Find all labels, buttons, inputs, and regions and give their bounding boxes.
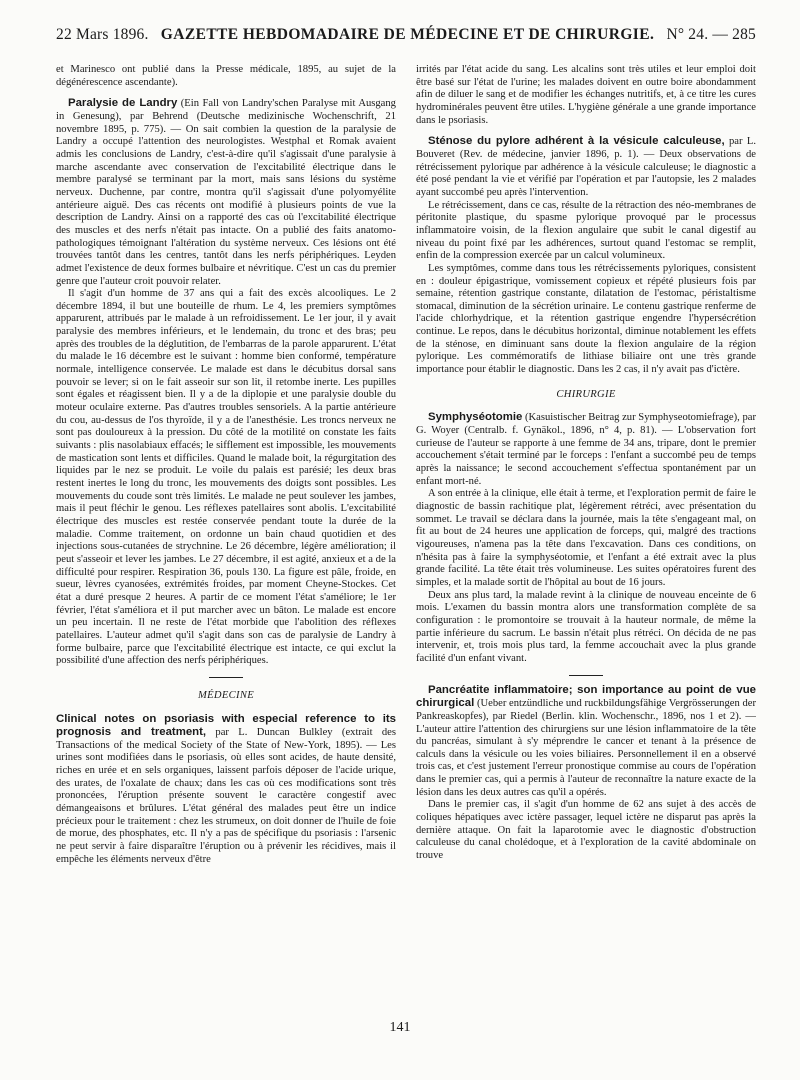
section-rule [209, 677, 243, 678]
page-folio: 141 [389, 1020, 411, 1035]
article-reference: par L. Bouveret (Rev. de médecine, janvier 1896, p. 1). — Deux observations de rétrécissement pylorique par adhérence à la vésicule calculeuse; le diagnostic a été posé pendant la vie et vérifié par l'opération et par l'autopsie, les 2 malades ayant succombé peu après l'intervention. [416, 136, 756, 198]
article-symphyseotomie [416, 411, 756, 665]
section-title-medecine: MÉDECINE [198, 689, 254, 701]
text-columns [56, 64, 756, 866]
article-paragraph: Dans le premier cas, il s'agit d'un homme de 62 ans sujet à des accès de coliques hépatiques avec ictère passager, lequel ictère ne disparut pas après la dernière attaque. On fait la laparotomie avec le diagnostic d'obstruction calculeuse du canal cholédoque, et à l'exploration de la cavité abdominale on trouve [416, 799, 756, 862]
article-heading: Symphyséotomie [428, 411, 523, 424]
article-heading: Clinical notes on psoriasis with especial reference to its prognosis and treatment, [56, 712, 396, 739]
article-pylore [416, 135, 756, 376]
article-reference: (Ein Fall von Landry'schen Paralyse mit Ausgang in Genesung), par Behrend (Deutsche medizinische Wochenschrift, 21 novembre 1895, p. 775). — On sait combien la question de la paralysie de Landry a occupé l'attention des neurologistes. Westphal et Romak avaient admis les conclusions de Landry, c'est-à-dire qu'il s'agissait d'une paralysie à marche ascendante avec conservation de l'excitabilité électrique dans le membre paralysé se terminant par la mort, mais sans lésions du système nerveux. Duchenne, par contre, montra qu'il s'agissait d'une polyomyélite antérieure aiguë. Des cas récents ont modifié à plusieurs points de vue la description de Landry. Ainsi on a rapporté des cas où l'excitabilité électrique des muscles et des nerfs n'était pas intacte. On a publié des faits anatomo-pathologiques témoignant l'altération du système nerveux. Ces lésions ont été trouvées tantôt dans les centres, tantôt dans les nerfs périphériques. Leyden admet l'existence de deux formes bulbaire et névritique. C'est un cas du premier genre que l'auteur croit pouvoir relater. [56, 98, 396, 287]
article-heading: Paralysie de Landry [68, 97, 178, 110]
journal-title: GAZETTE HEBDOMADAIRE DE MÉDECINE ET DE CHIRURGIE. [160, 26, 655, 43]
article-paragraph: A son entrée à la clinique, elle était à terme, et l'exploration permit de faire le diagnostic de bassin rachitique plat, légèrement rétréci, avec présentation du sommet. Le travail se déclara dans la journée, mais la tête s'engageant mal, on fit au bout de 24 heures une application de forceps, qui, malgré des tractions vigoureuses, n'amena pas la tête dans l'excavation. Dans ces conditions, on n'hésita pas à faire la symphyséotomie, et l'enfant a été extrait avec la plus grande facilité. La tête était très volumineuse. Les suites opératoires furent des simples, et la malade sortit de l'hôpital au bout de 16 jours. [416, 488, 756, 588]
section-title-chirurgie: CHIRURGIE [556, 388, 616, 400]
article-landry [56, 97, 396, 668]
article-reference: (Kasuistischer Beitrag zur Symphyseotomiefrage), par G. Woyer (Centralb. f. Gynäkol., 1896, n° 4, p. 81). — L'observation fort curieuse de l'auteur se rapporte à une femme de 34 ans, tripare, dont le premier accouchement s'était terminé par le forceps : l'enfant a succombé peu de temps après la naissance; le second accouchement s'effectua spontanément par un enfant mort-né. [416, 412, 756, 487]
article-paragraph: Deux ans plus tard, la malade revint à la clinique de nouveau enceinte de 6 mois. L'examen du bassin montra alors une transformation complète de sa configuration : le promontoire se trouvait à la hauteur normale, de même la partie inférieure du sacrum. Le bassin n'était plus rétréci. On décida de ne pas intervenir, et, trois mois plus tard, la femme accouchait avec la plus grande facilité d'un enfant vivant. [416, 589, 756, 664]
issue-number: N° 24. — 285 [666, 26, 756, 43]
article-pancreatite [416, 684, 756, 863]
article-heading: Sténose du pylore adhérent à la vésicule calculeuse, [428, 135, 725, 148]
running-head [56, 26, 756, 44]
issue-date: 22 Mars 1896. [56, 26, 149, 43]
psoriasis-continuation: irrités par l'état acide du sang. Les alcalins sont très utiles et leur emploi doit être basé sur l'état de l'urine; les malades doivent en outre boire abondamment afin de diluer le sang et de modifier les échanges nutritifs, et, à ce titre les cures hydrominérales peuvent être utiles. L'hygiène générale a une grande importance dans le psoriasis. [416, 64, 756, 126]
left-column [56, 64, 396, 866]
article-reference: par L. Duncan Bulkley (extrait des Transactions of the medical Society of the State of New-York, 1895). — Les urines sont modifiées dans le psoriasis, où elles sont acides, de haute densité, riches en urée et en sels organiques, laissent parfois déposer de l'acide urique, des urates, de l'oxalate de chaux; dans les cas où ces modifications sont très prononcées, l'éruption présente souvent le caractère congestif avec démangeaisons et brûlures. L'état général des malades peut être un indice précieux pour le traitement : chez les strumeux, on doit donner de l'huile de foie de morue, des phosphates, etc. Il n'y a pas de spécifique du psoriasis : l'arsenic ne peut servir à faire disparaître l'éruption ou à prévenir les récidives, mais il empêche les éléments nerveux d'être [56, 727, 396, 865]
article-reference: (Ueber entzündliche und ruckbildungsfähige Vergrösserungen der Pankreaskopfes), par Riedel (Berlin. klin. Wochenschr., 1896, nos 1 et 2). — L'auteur attire l'attention des chirurgiens sur une lésion inflammatoire de la tête du pancréas, simulant à s'y méprendre le cancer et tenant à la présence de calculs dans la vésicule ou les voies biliaires. Personnellement il en a observé trois cas, et c'est justement l'erreur pronostique commise au cours de l'opération dans le premier cas, qui a permis à l'auteur de reconnaître la nature exacte de la lésion dans les deux autres cas qu'il a opérés. [416, 698, 756, 798]
article-psoriasis [56, 713, 396, 867]
article-paragraph: Il s'agit d'un homme de 37 ans qui a fait des excès alcooliques. Le 2 décembre 1894, il but une bouteille de rhum. Le 4, les premiers symptômes apparurent, attribués par le malade à un refroidissement. Le 1er jour, il y avait paralysie des membres inférieurs, et le lendemain, du tronc et des bras; peu après des troubles de la déglutition, de l'embarras de la parole apparurent. L'état du malade le 16 décembre est le suivant : homme bien conformé, température normale, intelligence conservée. Le malade est dans le décubitus dorsal sans pouvoir se lever; si on le fait asseoir sur son lit, il retombe inerte. Les pupilles sont égales et réagissent bien. Il y a de la diplopie et une paralysie double du moteur oculaire externe. Pas d'autres troubles sensoriels. A la partie antérieure du cou, au-dessus de l'os thyroïde, il y a de l'anesthésie. Les troncs nerveux ne sont pas douloureux à la pression. Du côté de la motilité on constate les faits suivants : plis nasolabiaux effacés; le sifflement est impossible, les mouvements de mastication sont lents et difficiles. Quand le malade boit, la régurgitation des liquides par le nez se produit. Le voile du palais est parésié; les deux bras restent inertes le long du tronc, les mouvements des doigts sont possibles. Les mouvements du coude sont très limités. Le malade ne peut soulever les jambes, mais il peut fléchir le genou. Les réflexes patellaires sont abolis. L'excitabilité électrique des muscles est restée conservée pendant toute la durée de la maladie. Comme traitement, on ordonne un bain chaud quotidien et des injections sous-cutanées de strychnine. Le 26 décembre, légère amélioration; il peut s'asseoir et lever les jambes. Le 27 décembre, il est agité, anxieux et a de la difficulté pour respirer. Respiration 36, pouls 130. La figure est pâle, froide, en sueur, lèvres cyanosées, extrémités froides, par moment Cheyne-Stockes. Cet état a duré presque 2 heures. A partir de ce moment l'état s'améliore; le 1er février, l'état s'améliora et il put marcher avec un bâton. Le malade est encore un peu incertain. Il ne reste de l'état morbide que l'abolition des réflexes patellaires. L'auteur admet qu'il s'agit dans son cas de paralysie de Landry à forme bulbaire, parce que l'excitabilité électrique est intacte, ce qui exclut la possibilité d'une affection des nerfs périphériques. [56, 288, 396, 667]
article-paragraph: Les symptômes, comme dans tous les rétrécissements pyloriques, consistent en : douleur épigastrique, vomissement copieux et répété plusieurs fois par semaine, rétention gastrique constante, dilatation de l'estomac, péristaltisme stomacal, diminution de la sécrétion urinaire. Le contenu gastrique renferme de l'acide chlorhydrique, et la rétention gastrique engendre l'hypersécrétion continue. Le repos, dans le décubitus horizontal, diminue notablement les effets de la sténose, en diminuant sans doute la flexion angulaire de la région pylorique. Les commémoratifs de lithiase biliaire ont une très grande importance pour établir le diagnostic. Dans les 2 cas, il n'y avait pas d'ictère. [416, 262, 756, 376]
section-rule [569, 675, 603, 676]
right-column [416, 64, 756, 866]
article-paragraph: Le rétrécissement, dans ce cas, résulte de la rétraction des néo-membranes de péritonite plastique, du spasme pylorique provoqué par le processus inflammatoire voisin, de la flexion angulaire que subit le canal digestif au niveau du point fixé par les adhérences, surtout quand l'estomac se remplit, enfin de la compression exercée par un calcul volumineux. [416, 199, 756, 262]
article-heading: Pancréatite inflammatoire; son importance au point de vue chirurgical [416, 683, 756, 710]
intro-continuation: et Marinesco ont publié dans la Presse médicale, 1895, au sujet de la dégénérescence ascendante). [56, 64, 396, 88]
